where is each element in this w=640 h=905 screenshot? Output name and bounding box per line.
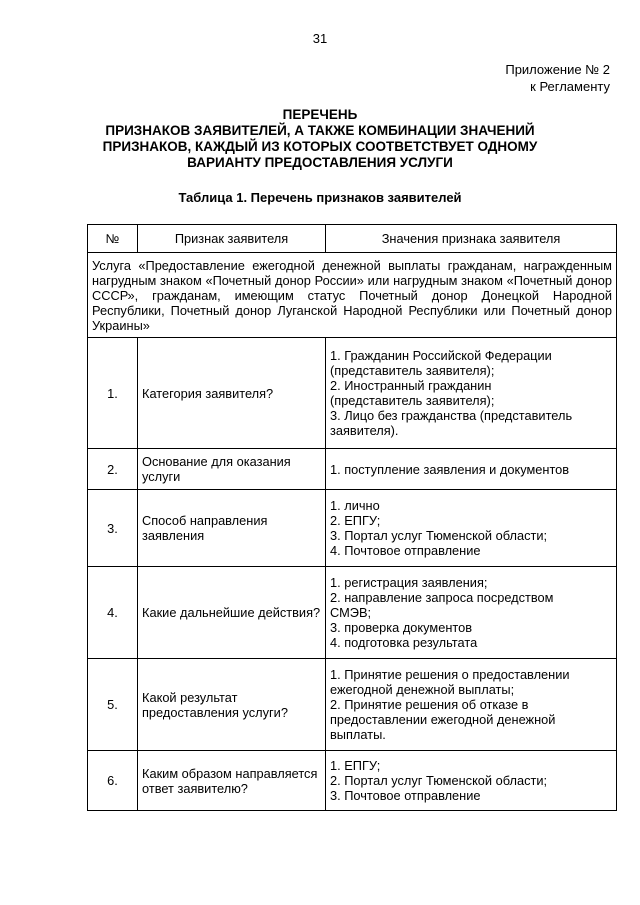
- value-line: заявителя).: [330, 423, 399, 438]
- table-row: [88, 567, 617, 659]
- row-sign: Способ направления заявления: [138, 490, 326, 567]
- row-number: 5.: [88, 659, 138, 751]
- row-number: 1.: [88, 338, 138, 449]
- value-line: ежегодной денежной выплаты;: [330, 682, 515, 697]
- table-caption: Таблица 1. Перечень признаков заявителей: [178, 190, 462, 205]
- row-values: [326, 751, 617, 811]
- row-number: 4.: [88, 567, 138, 659]
- value-line: 3. Лицо без гражданства (представитель: [330, 408, 573, 423]
- value-line: 1. ЕПГУ;: [330, 758, 381, 773]
- value-line: СМЭВ;: [330, 605, 372, 620]
- row-sign: Каким образом направляется ответ заявителю?: [138, 751, 326, 811]
- row-number: 6.: [88, 751, 138, 811]
- header-number: №: [88, 225, 138, 253]
- table-row: [88, 751, 617, 811]
- row-values: [326, 659, 617, 751]
- row-values: [326, 449, 617, 490]
- row-values: [326, 338, 617, 449]
- value-line: 3. Портал услуг Тюменской области;: [330, 528, 548, 543]
- header-values: Значения признака заявителя: [326, 225, 617, 253]
- value-line: 2. Портал услуг Тюменской области;: [330, 773, 548, 788]
- value-line: 1. лично: [330, 498, 380, 513]
- row-number: 3.: [88, 490, 138, 567]
- appendix-line-1: Приложение № 2: [505, 62, 610, 77]
- value-line: 1. поступление заявления и документов: [330, 461, 570, 477]
- page-number: 31: [312, 31, 328, 46]
- appendix-note: [505, 61, 610, 95]
- title-line-1: ПЕРЕЧЕНЬ: [282, 107, 358, 122]
- value-line: 4. подготовка результата: [330, 635, 478, 650]
- title-line-4: ВАРИАНТУ ПРЕДОСТАВЛЕНИЯ УСЛУГИ: [187, 155, 453, 170]
- table-row: [88, 659, 617, 751]
- header-sign: Признак заявителя: [138, 225, 326, 253]
- row-number: 2.: [88, 449, 138, 490]
- service-description: Услуга «Предоставление ежегодной денежной выплаты гражданам, награжденным нагрудным знаком «Почетный донор России» или нагрудным знаком «Почетный донор СССР», гражданам, имеющим статус Почетный донор Донецкой Народной Республики, Почетный донор Луганской Народной Республики или Почетный донор Украины»: [88, 253, 617, 338]
- value-line: 1. Принятие решения о предоставлении: [330, 667, 570, 682]
- value-line: 2. Иностранный гражданин: [330, 378, 492, 393]
- table-row: [88, 449, 617, 490]
- title-line-2: ПРИЗНАКОВ ЗАЯВИТЕЛЕЙ, А ТАКЖЕ КОМБИНАЦИИ ЗНАЧЕНИЙ: [105, 123, 535, 138]
- title-line-3: ПРИЗНАКОВ, КАЖДЫЙ ИЗ КОТОРЫХ СООТВЕТСТВУЕТ ОДНОМУ: [102, 139, 538, 154]
- row-sign: Какой результат предоставления услуги?: [138, 659, 326, 751]
- row-values: [326, 490, 617, 567]
- table-row: [88, 338, 617, 449]
- applicant-signs-table: [87, 224, 617, 811]
- value-line: 1. Гражданин Российской Федерации: [330, 348, 552, 363]
- value-line: выплаты.: [330, 727, 386, 742]
- service-row: [88, 253, 617, 338]
- row-sign: Какие дальнейшие действия?: [138, 567, 326, 659]
- value-line: 1. регистрация заявления;: [330, 575, 488, 590]
- table-header-row: [88, 225, 617, 253]
- value-line: (представитель заявителя);: [330, 363, 495, 378]
- value-line: 2. направление запроса посредством: [330, 590, 554, 605]
- value-line: (представитель заявителя);: [330, 393, 495, 408]
- row-values: [326, 567, 617, 659]
- value-line: 4. Почтовое отправление: [330, 543, 481, 558]
- row-sign: Категория заявителя?: [138, 338, 326, 449]
- value-line: 3. Почтовое отправление: [330, 788, 481, 803]
- row-sign: Основание для оказания услуги: [138, 449, 326, 490]
- appendix-line-2: к Регламенту: [530, 79, 610, 94]
- value-line: 2. Принятие решения об отказе в: [330, 697, 529, 712]
- value-line: 3. проверка документов: [330, 620, 473, 635]
- value-line: предоставлении ежегодной денежной: [330, 712, 556, 727]
- document-title: [80, 107, 560, 171]
- table-row: [88, 490, 617, 567]
- value-line: 2. ЕПГУ;: [330, 513, 381, 528]
